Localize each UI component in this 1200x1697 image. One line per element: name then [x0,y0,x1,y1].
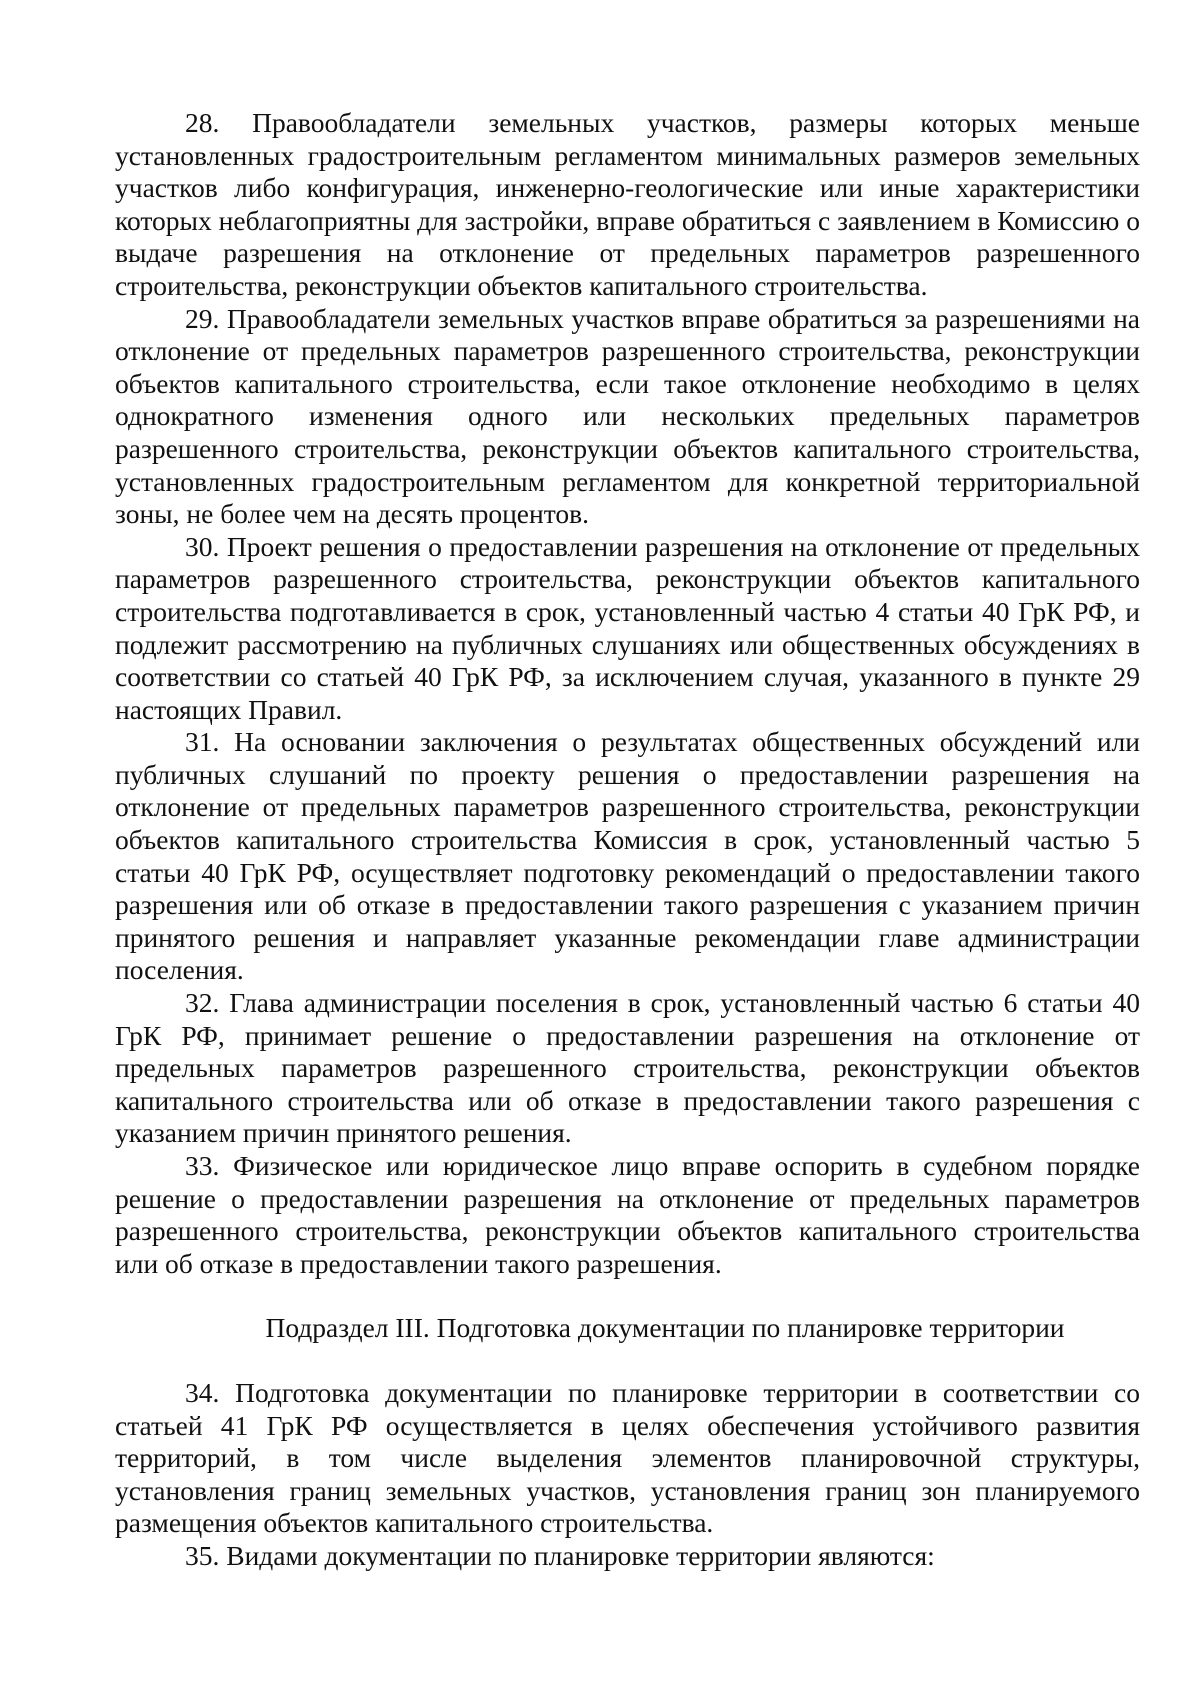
paragraph-32: 32. Глава администрации поселения в срок, установленный частью 6 статьи 40 ГрК РФ, принимает решение о предоставлении разрешения на отклонение от предельных параметров разрешенного строительства, реконструкции объектов капитального строительства или об отказе в предоставлении такого разрешения с указанием причин принятого решения. [115,987,1140,1149]
paragraph-34: 34. Подготовка документации по планировке территории в соответствии со статьей 41 ГрК РФ осуществляется в целях обеспечения устойчивого развития территорий, в том числе выделения элементов планировочной структуры, установления границ земельных участков, установления границ зон планируемого размещения объектов капитального строительства. [115,1376,1140,1539]
section-heading: Подраздел III. Подготовка документации по планировке территории [265,1312,1065,1344]
paragraph-33: 33. Физическое или юридическое лицо вправе оспорить в судебном порядке решение о предоставлении разрешения на отклонение от предельных параметров разрешенного строительства, реконструкции объектов капитального строительства или об отказе в предоставлении такого разрешения. [115,1150,1140,1279]
paragraph-28: 28. Правообладатели земельных участков, размеры которых меньше установленных градостроительным регламентом минимальных размеров земельных участков либо конфигурация, инженерно-геологические или иные характеристики которых неблагоприятны для застройки, вправе обратиться с заявлением в Комиссию о выдаче разрешения на отклонение от предельных параметров разрешенного строительства, реконструкции объектов капитального строительства. [115,107,1140,301]
paragraph-35: 35. Видами документации по планировке территории являются: [185,1539,935,1571]
paragraph-30: 30. Проект решения о предоставлении разрешения на отклонение от предельных параметров разрешенного строительства, реконструкции объектов капитального строительства подготавливается в срок, установленный частью 4 статьи 40 ГрК РФ, и подлежит рассмотрению на публичных слушаниях или общественных обсуждениях в соответствии со статьей 40 ГрК РФ, за исключением случая, указанного в пункте 29 настоящих Правил. [115,530,1140,725]
document-body [115,107,1140,1573]
paragraph-31: 31. На основании заключения о результатах общественных обсуждений или публичных слушаний по проекту решения о предоставлении разрешения на отклонение от предельных параметров разрешенного строительства, реконструкции объектов капитального строительства Комиссия в срок, установленный частью 5 статьи 40 ГрК РФ, осуществляет подготовку рекомендаций о предоставлении такого разрешения или об отказе в предоставлении такого разрешения с указанием причин принятого решения и направляет указанные рекомендации главе администрации поселения. [115,726,1140,986]
paragraph-29: 29. Правообладатели земельных участков вправе обратиться за разрешениями на отклонение от предельных параметров разрешенного строительства, реконструкции объектов капитального строительства, если такое отклонение необходимо в целях однократного изменения одного или нескольких предельных параметров разрешенного строительства, реконструкции объектов капитального строительства, установленных градостроительным регламентом для конкретной территориальной зоны, не более чем на десять процентов. [115,302,1140,530]
